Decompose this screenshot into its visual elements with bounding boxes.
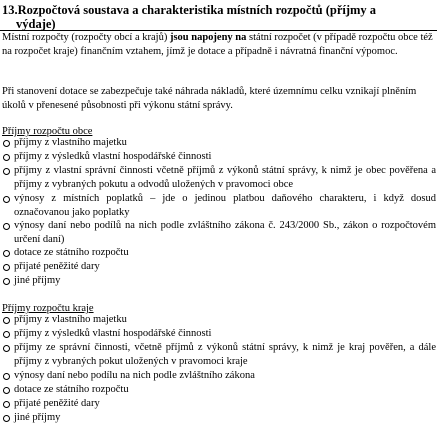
municipal-income-title: Příjmy rozpočtu obce xyxy=(2,126,93,137)
list-item: přijaté peněžité dary xyxy=(14,261,100,272)
list-bullet xyxy=(3,278,10,285)
list-item: jiné příjmy xyxy=(14,412,61,423)
list-item: přijaté peněžité dary xyxy=(14,398,100,409)
list-item: dotace ze státního rozpočtu xyxy=(14,384,129,395)
list-bullet xyxy=(3,140,10,147)
list-item: příjmy z vlastní správní činnosti včetně příjmů z výkonů státní správy, k nimž je obec pověřena a příjmy z vybraných pokutu a odvodů uložených v pravomoci obce xyxy=(14,165,436,190)
intro-text-1: Místní rozpočty (rozpočty obcí a krajů) xyxy=(2,32,170,43)
list-bullet xyxy=(3,401,10,408)
list-item: jiné příjmy xyxy=(14,275,61,286)
list-bullet xyxy=(3,264,10,271)
list-item: dotace ze státního rozpočtu xyxy=(14,247,129,258)
list-item: výnosy daní nebo podílu na nich podle zvláštního zákona xyxy=(14,370,255,381)
list-bullet xyxy=(3,345,10,352)
heading-line-2: výdaje) xyxy=(16,17,56,31)
list-bullet xyxy=(3,317,10,324)
list-bullet xyxy=(3,331,10,338)
list-bullet xyxy=(3,373,10,380)
list-item: příjmy ze správní činnosti, včetně příjmů z výkonů státní správy, k nimž je kraj pověřen, a dále příjmy z vybraných pokut uložených v pravomoci kraje xyxy=(14,342,436,367)
intro-text-2: státní rozpočet (v případě rozpočtu obce též na rozpočet kraje) finančním vztahem, jímž je dotace a případně i návratná finanční výpomoc. xyxy=(2,32,433,57)
list-bullet xyxy=(3,154,10,161)
section-heading xyxy=(2,3,434,31)
list-bullet xyxy=(3,387,10,394)
list-bullet xyxy=(3,196,10,203)
list-bullet xyxy=(3,250,10,257)
list-item: příjmy z výsledků vlastní hospodářské činnosti xyxy=(14,328,212,339)
list-item: výnosy z místních poplatků – jde o jedinou platbou daňového charakteru, i když dosud označovanou jako poplatky xyxy=(14,193,436,218)
list-item: příjmy z vlastního majetku xyxy=(14,137,127,148)
list-bullet xyxy=(3,415,10,422)
compensation-paragraph: Při stanovení dotace se zabezpečuje také náhrada nákladů, které územnímu celku vznikají plněním úkolů v přenesené působnosti při výkonu státní správy. xyxy=(2,86,417,111)
intro-bold: jsou napojeny na xyxy=(169,32,247,43)
list-item: výnosy daní nebo podílů na nich podle zvláštního zákona č. 243/2000 Sb., zákon o rozpočtovém určení daní) xyxy=(14,220,436,245)
heading-line-1: 13.Rozpočtová soustava a charakteristika místních rozpočtů (příjmy a xyxy=(2,3,377,17)
list-bullet xyxy=(3,223,10,230)
list-item: příjmy z vlastního majetku xyxy=(14,314,127,325)
list-item: příjmy z výsledků vlastní hospodářské činnosti xyxy=(14,151,212,162)
intro-paragraph xyxy=(2,31,435,58)
regional-income-title: Příjmy rozpočtu kraje xyxy=(2,303,94,314)
list-bullet xyxy=(3,168,10,175)
